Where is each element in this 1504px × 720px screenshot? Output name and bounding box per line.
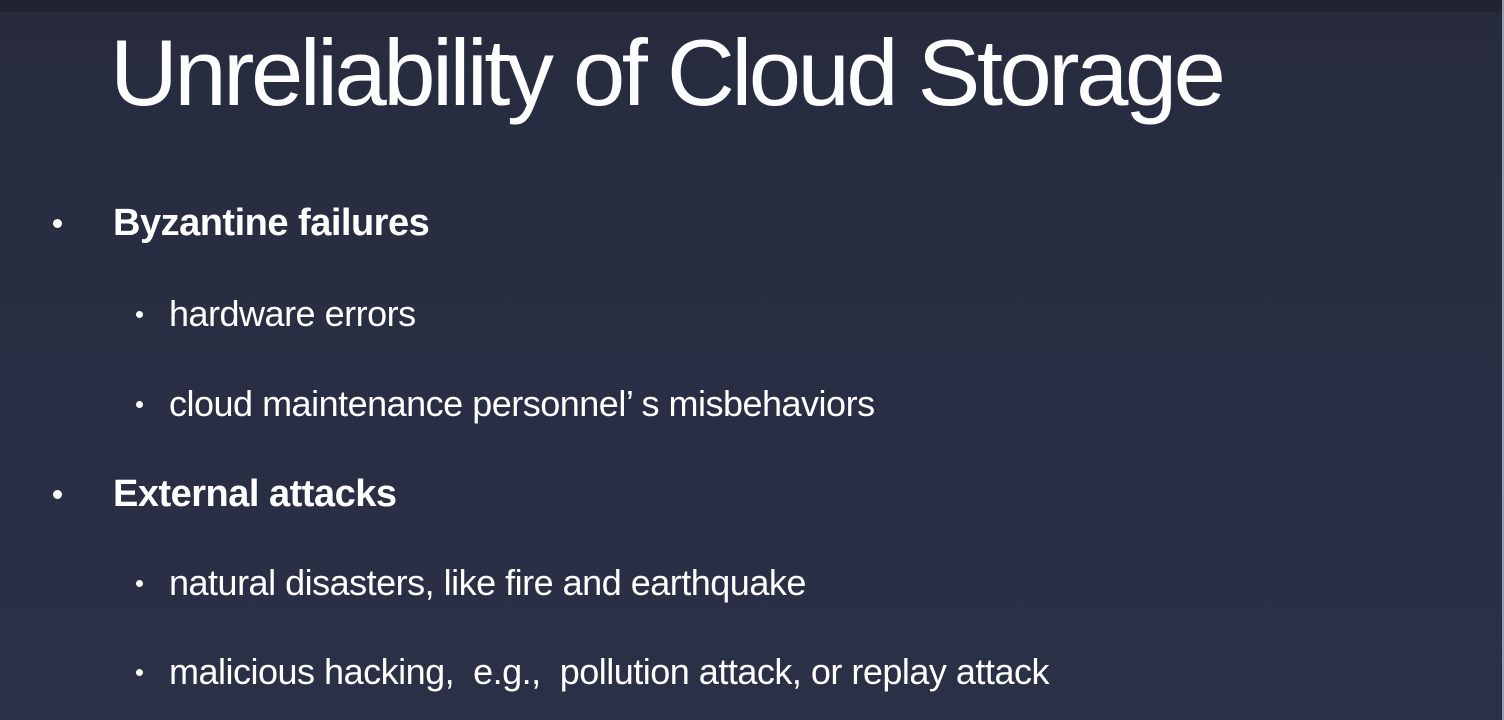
bullet-item-byzantine-failures [53, 199, 429, 247]
sub-bullet-item-natural-disasters [136, 560, 806, 606]
bullet-item-external-attacks [53, 470, 397, 518]
bullet-dot-icon [53, 490, 62, 499]
bullet-dot-icon [136, 311, 143, 318]
bullet-text: Byzantine failures [113, 201, 430, 244]
bullet-text: External attacks [113, 472, 397, 515]
bullet-dot-icon [136, 401, 143, 408]
slide-title: Unreliability of Cloud Storage [110, 20, 1223, 125]
sub-bullet-text: natural disasters, like fire and earthquake [169, 562, 806, 603]
bullet-dot-icon [136, 580, 143, 587]
sub-bullet-item-malicious-hacking [136, 649, 1049, 695]
sub-bullet-text: malicious hacking, e.g., pollution attack, or replay attack [169, 651, 1049, 692]
sub-bullet-item-personnel-misbehaviors [136, 381, 875, 427]
sub-bullet-text: hardware errors [169, 293, 416, 334]
bullet-dot-icon [53, 219, 62, 228]
bullet-dot-icon [136, 669, 143, 676]
sub-bullet-text: cloud maintenance personnel’ s misbehaviors [169, 383, 875, 424]
sub-bullet-item-hardware-errors [136, 291, 416, 337]
top-edge-band [0, 0, 1504, 12]
